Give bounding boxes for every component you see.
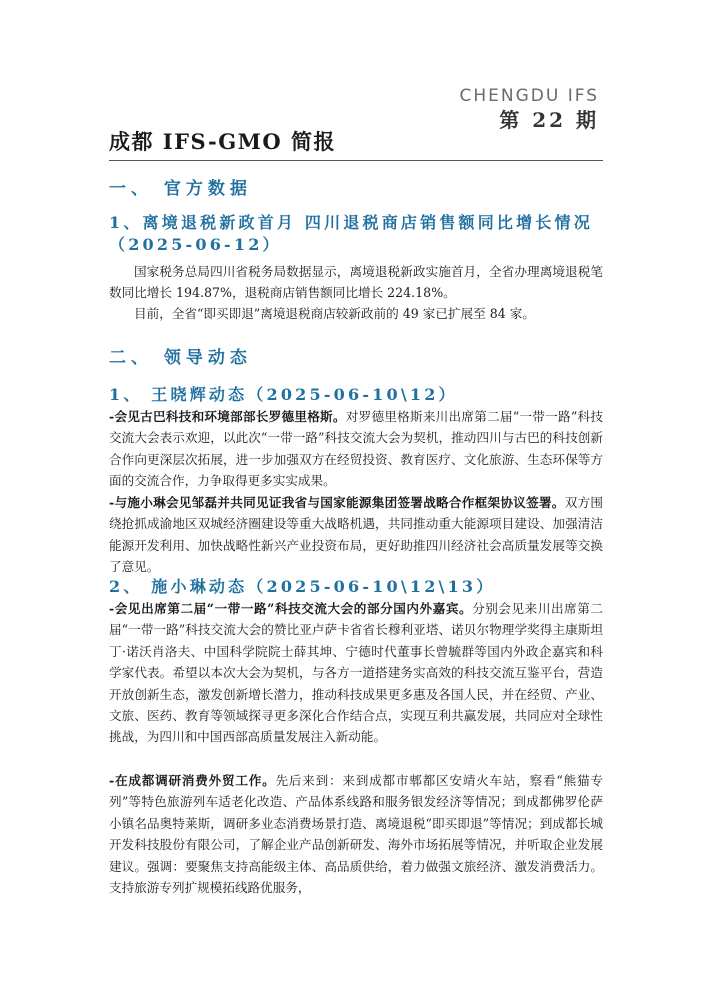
document-title: 成都 IFS-GMO 简报 (109, 129, 336, 154)
paragraph-lead: -会见出席第二届“一带一路”科技交流大会的部分国内外嘉宾。 (109, 601, 473, 616)
article-paragraph (109, 406, 603, 492)
paragraph-text: 分别会见来川出席第二届“一带一路”科技交流大会的赞比亚卢萨卡省省长穆利亚塔、诺贝尔物理学奖得主康斯坦丁·诺沃肖洛夫、中国科学院院士薛其坤、宁德时代董事长曾毓群等国内外政企嘉宾和科学家代表。希望以本次大会为契机，与各方一道搭建务实高效的科技交流互鉴平台，营造开放创新生态，激发创新增长潜力，推动科技成果更多惠及各国人民，并在经贸、产业、文旅、医药、教育等领域探寻更多深化合作结合点，实现互利共赢发展，共同应对全球性挑战，为四川和中国西部高质量发展注入新动能。 (109, 601, 603, 745)
paragraph-text: 对罗德里格斯来川出席第二届“一带一路”科技交流大会表示欢迎，以此次“一带一路”科技交流大会为契机，推动四川与古巴的科技创新合作向更深层次拓展，进一步加强双方在经贸投资、教育医疗、文化旅游、生态环保等方面的交流合作，力争取得更多实实成果。 (109, 409, 603, 489)
paragraph-lead: -会见古巴科技和环境部部长罗德里格斯。 (109, 409, 346, 424)
article-heading-shi-xiaolin: 2、 施小琳动态（2025-06-10\12\13） (109, 577, 496, 596)
article-paragraph (109, 492, 603, 578)
issue-number: 第 22 期 (499, 108, 599, 132)
article-heading-tax-refund: 1、离境退税新政首月 四川退税商店销售额同比增长情况（2025-06-12） (109, 213, 593, 254)
brand-wordmark: CHENGDU IFS (459, 86, 599, 106)
paragraph-text: 双方围绕抢抓成渝地区双城经济圈建设等重大战略机遇，共同推动重大能源项目建设、加强清洁能源开发利用、加快战略性新兴产业投资布局，更好助推四川经济社会高质量发展等交换了意见。 (109, 495, 604, 575)
article-paragraph (109, 770, 603, 898)
section-heading-official-data: 一、 官方数据 (109, 179, 252, 199)
article-paragraph: 目前，全省“即买即退”离境退税商店较新政前的 49 家已扩展至 84 家。 (134, 306, 535, 321)
header-divider (109, 160, 603, 161)
paragraph-lead: -与施小琳会见邹磊并共同见证我省与国家能源集团签署战略合作框架协议签署。 (109, 495, 565, 510)
article-paragraph: 国家税务总局四川省税务局数据显示，离境退税新政实施首月，全省办理离境退税笔数同比增长 194.87%，退税商店销售额同比增长 224.18%。 (109, 264, 603, 301)
article-heading-wang-xiaohui: 1、 王晓辉动态（2025-06-10\12） (109, 385, 458, 404)
article-paragraph (109, 598, 603, 748)
paragraph-lead: -在成都调研消费外贸工作。 (109, 773, 276, 788)
paragraph-text: 先后来到：来到成都市郫都区安靖火车站，察看“熊猫专列”等特色旅游列车适老化改造、产品体系线路和服务银发经济等情况；到成都佛罗伦萨小镇名品奥特莱斯，调研多业态消费场景打造、离境退税“即买即退”等情况；到成都长城开发科技股份有限公司，了解企业产品创新研发、海外市场拓展等情况，并听取企业发展建议。强调：要聚焦支持高能级主体、高品质供给，着力做强文旅经济、激发消费活力。支持旅游专列扩规模拓线路优服务， (109, 773, 603, 896)
section-heading-leader-news: 二、 领导动态 (109, 348, 252, 368)
